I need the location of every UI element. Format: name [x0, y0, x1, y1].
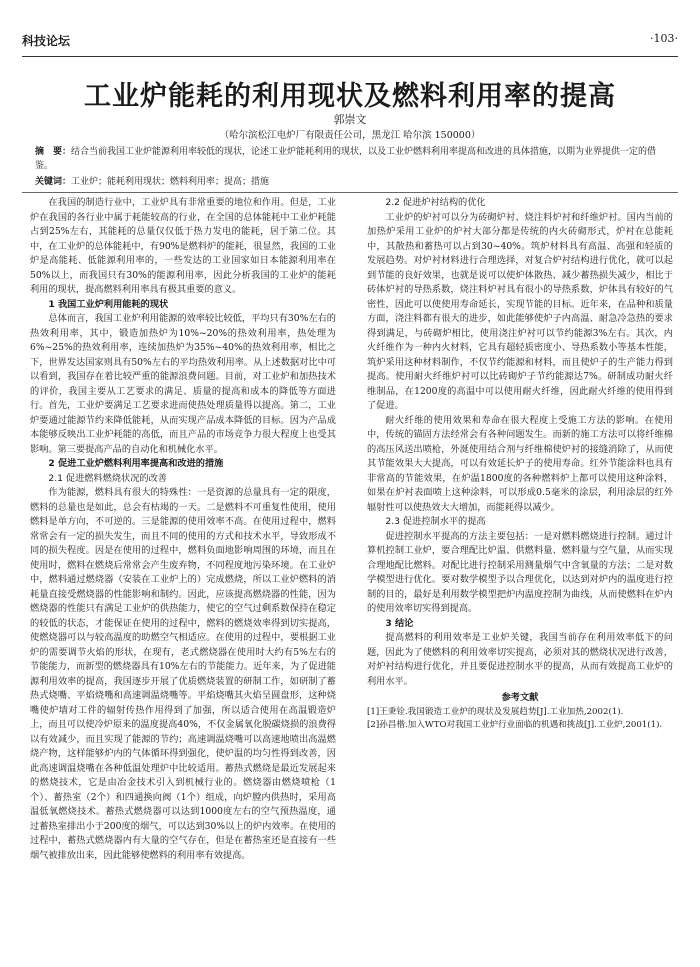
section-1-paragraph: 总体而言，我国工业炉利用能源的效率较比较低，平均只有30%左右的热效利用率，其中，锻造加热炉为10%~20%的热效利用率，热处理为6%~25%的热效利用率，连续加热炉为35%~40%的热效利用率，相比之下，世界发达国家则具有50%左右的平均热效利用率。从上述数据对比中可以看到，我国存在着比较严重的能源浪费问题。目前，对工业炉和加热技术的评价，我国主要从工艺要求的满足、质量的提高和成本的降低等方面进行。首先，工业炉要满足工艺要求进而使热处理质量得以提高。第二，工业炉要通过能源节约来降低能耗，从而实现产品成本降低的目标。因为产品成本能够反映出工业炉耗能的高低，而且产品的市场竞争力很大程度上也受其影响。第三要提高产品的自动化和机械化水平。 [30, 313, 336, 455]
keywords [35, 175, 665, 189]
subsection-heading-2-3: 2.3 促进控制水平的提高 [385, 516, 486, 527]
keywords-text: 工业炉；能耗利用现状；燃料利用率；提高；措施 [71, 177, 270, 187]
abstract-label: 摘 要： [35, 147, 72, 157]
affiliation: （哈尔滨松江电炉厂有限责任公司，黑龙江 哈尔滨 150000） [219, 130, 481, 141]
references-title: 参考文献 [501, 692, 539, 703]
subsection-2-2-paragraph-2: 耐火纤维的使用效果和寿命在很大程度上受施工方法的影响。在使用中，传统的锚固方法经常会有各种问题发生。而新的施工方法可以将纤维棉的高压风送出喷枪，外涎使用结合剂与纤维棉使炉衬的接缝消除了，从而使其节能效果大大提高，可以有效延长炉子的使用寿命。红外节能涂料也具有非常高的节能效果，在炉温1800度的各种燃料炉上都可以使用这种涂料，如果在炉衬表面喷上这种涂料，可以形成0.5毫米的涂层，利用涂层的红外辐射性可以使热效大大增加，而能耗得以减少。 [367, 414, 673, 513]
author: 郭崇文 [333, 113, 367, 126]
reference-item: [2]孙昌楷.加入WTO对我国工业炉行业面临的机遇和挑战[J].工业炉,2001(1). [367, 719, 663, 730]
abstract [35, 145, 665, 173]
right-column [367, 196, 673, 732]
subsection-2-1-paragraph: 作为能源，燃料具有很大的特殊性：一是资源的总量具有一定的限度，燃料的总量也是如此，总会有枯竭的一天。二是燃料不可重复性使用，使用燃料是单方向，不可逆的。三是能源的使用效率不高。在使用过程中，燃料常常会有一定的损失发生，而且不同的使用的方式和技术水平，导致形成不同的损失程度。因是在使用的过程中，燃料负面地影响周围的环境，而且在使用时，燃料在燃烧后常常会产生废弃物，不同程度地污染环境。在工业炉中，燃料通过燃烧器（安装在工业炉上的）完成燃烧，所以工业炉燃料的消耗量直接受燃烧器的性能影响和制约。因此，应该提高燃烧器的性能，因为燃烧器的性能只有满足工业炉的供热能力，使它的空气过剩系数保持在稳定的较低的状态，才能保证在使用的过程中，燃料的燃烧效率得到切实提高，使燃烧器可以与较高温度的助燃空气相适应。在使用的过程中，要根据工业炉的需要调节火焰的形状，在现有，老式燃烧器在使用时大约有5%左右的节能能力，而新型的燃烧器具有10%左右的节能能力。近年来，为了促进能源利用效率的提高，我国逐步开展了优质燃烧装置的研制工作，如研制了蓄热式烧嘴、平焰烧嘴和高速调温烧嘴等。平焰烧嘴其火焰呈圆盘形，这种烧嘴使炉墙对工件的辐射传热作用得到了加强，所以适合使用在高温锻造炉上，而且可以使冷炉原来的温度提高40%，不仅金属氧化脱碳烧损的浪费得以有效减少，而且实现了能源的节约；高速调温烧嘴可以高速地喷出高温燃烧产物，这样能够炉内的气体循环得到强化，使炉温的均匀性得到改善，因此高速调温烧嘴在各种低温处理炉中比较适用。蓄热式燃烧是最近发展起来的燃烧技术，它是由冶金技术引入到机械行业的。燃烧器由燃烧喷枪（1个）、蓄热室（2个）和四通换向阀（1个）组成，向炉膛内供热时，采用高温低氧燃烧技术。蓄热式燃烧器可以达到1000度左右的空气预热温度，通过蓄热室排出小于200度的烟气，可以达到30%以上的炉内效率。在使用的过程中，蓄热式燃烧器内有大量的空气存在，但是在蓄热室还是直接有一些烟气被排放出来，因此能够使燃料的利用率有效提高。 [30, 487, 336, 861]
abstract-text: 结合当前我国工业炉能源利用率较低的现状，论述工业炉能耗利用的现状，以及工业炉燃料利用率提高和改进的具体措施，以期为业界提供一定的借鉴。 [35, 147, 657, 171]
running-header [22, 32, 678, 54]
page-number: ·103· [650, 32, 678, 45]
header-rule [22, 56, 678, 57]
subsection-heading-2-1: 2.1 促进燃料燃烧状况的改善 [48, 472, 167, 484]
section-heading-2: 2 促进工业炉燃料利用率提高和改进的措施 [48, 458, 224, 469]
keywords-label: 关键词： [35, 177, 72, 187]
subsection-2-3-paragraph: 促进控制水平提高的方法主要包括：一是对燃料燃烧进行控制。通过计算机控制工业炉，要合理配比炉温、供燃料量、燃料量与空气量，从而实现合理地配比燃料。对配比进行控制采用测量烟气中含氧量的方法；二是对数学模型进行优化。要对数学模型予以合理优化，以达到对炉内的温度进行控制的目的，最好是利用数学模型把炉内温度控制为曲线，从而使燃料在炉内的使用效率切实得到提高。 [367, 530, 673, 614]
front-matter-rule [22, 192, 678, 193]
subsection-2-2-paragraph-1: 工业炉的炉衬可以分为砖砌炉衬、烧注料炉衬和纤维炉衬。国内当前的加热炉采用工业炉的炉衬大部分都是传统的内火砖砌形式，炉衬在总能耗中，其散热和蓄热可以占到30~40%。筑炉材料具有高温、高强和轻质的发展趋势。对炉衬材料进行合理选择，对复合炉衬结构进行优化，就可以起到节能的良好效果，也就是说可以使炉体散热、减少蓄热损失减少，相比于砖体炉衬的导热系数，烧注料炉衬具有很小的导热系数，炉体具有较好的气密性，因此可以使使用寿命延长，实现节能的目标。近年来，在品种和质量方面，浇注料都有很大的进步，如此能够使炉子内高温、耐急冷急热的要求得到满足，与砖砌炉相比，使用浇注炉衬可以节约能源3%左右。其次，内火纤维作为一种内火材料，它具有超轻质密度小、导热系数小等基本性能，筑炉采用这种材料制作，不仅节约能源和材料，而且使炉子的生产能力得到提高。使用耐火纤维炉衬可以比砖砌炉子节约能源达7%。研制成功耐火纤维制品，在1200度的高温中可以使用耐火纤维，因此耐火纤维的使用得到了促进。 [367, 211, 673, 411]
intro-paragraph: 在我国的制造行业中，工业炉具有非常重要的地位和作用。但是，工业炉在我国的各行业中属于耗能较高的行业，在全国的总体能耗中工业炉耗能占到25%左右，其能耗的总量仅仅低于热力发电的能耗，居于第二位。其中，在工业炉的总体能耗中，有90%是燃料炉的能耗，很显然，我国的工业炉是高能耗、低能源利用率的，一些发达的工业国家如日本能源利用率在50%以上，而我国只有30%的能源利用率，因此分析我国的工业炉的能耗利用的现状，提高燃料利用率具有极其重要的意义。 [30, 197, 336, 295]
abstract-block [35, 145, 665, 189]
section-heading-1: 1 我国工业炉利用能耗的现状 [48, 298, 169, 310]
left-column [30, 196, 336, 863]
subsection-heading-2-2: 2.2 促进炉衬结构的优化 [385, 197, 486, 208]
conclusion-paragraph: 提高燃料的利用效率是工业炉关键，我国当前存在利用效率低下的问题，因此为了使燃料的利用效率切实提高，必须对其的燃烧状况进行改善，对炉衬结构进行优化，并且要促进控制水平的提高，从而有效提高工业炉的利用水平。 [367, 632, 673, 687]
section-heading-3: 3 结论 [385, 617, 414, 629]
section-label: 科技论坛 [22, 34, 71, 48]
paper-title: 工业炉能耗的利用现状及燃料利用率的提高 [84, 81, 616, 112]
reference-item: [1]王秉铨.我国锻造工业炉的现状及发展趋势[J].工业加热,2002(1). [367, 706, 624, 717]
